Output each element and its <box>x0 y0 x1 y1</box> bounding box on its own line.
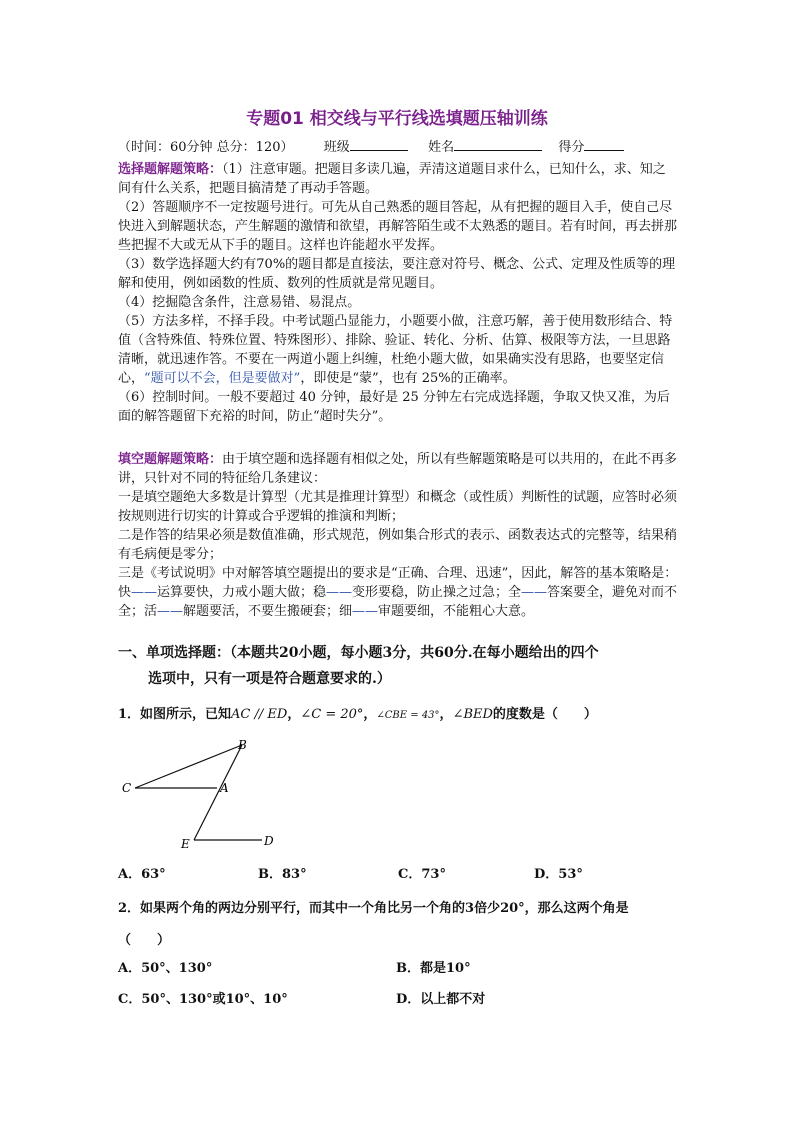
q1-figure <box>110 730 290 850</box>
choice-p5-quote: “题可以不会，但是要做对” <box>144 371 301 386</box>
fill-intro <box>118 450 678 488</box>
q1-sep-3: ， <box>439 707 453 722</box>
choice-p2: （2）答题顺序不一定按题号进行。可先从自己熟悉的题目答起，从有把握的题目入手，使自己尽快进入到解题状态，产生解题的激情和欲望，再解答陌生或不太熟悉的题目。若有时间，再去拼那些把握不大或无从下手的题目。这样也许能超水平发挥。 <box>118 200 678 253</box>
choice-p1-text: （1）注意审题。把题目多读几遍，弄清这道题目求什么，已知什么，求、知之间有什么关系，把题目搞清楚了再动手答题。 <box>118 162 666 196</box>
choice-p4: （4）挖掘隐含条件，注意易错、易混点。 <box>118 295 361 310</box>
q2-option-d[interactable]: D．以上都不对 <box>396 992 486 1007</box>
fill-intro-text: 由于填空题和选择题有相似之处，所以有些解题策略是可以共用的，在此不再多讲，只针对不同的特征给几条建议： <box>118 452 678 486</box>
q2-stem: 2．如果两个角的两边分别平行，而其中一个角比另一个角的3倍少20°，那么这两个角是 <box>118 901 629 916</box>
section-line-2: 选项中，只有一项是符合题意要求的.） <box>148 671 391 687</box>
choice-p5 <box>118 312 678 388</box>
q1-option-c[interactable]: C．73° <box>398 867 446 882</box>
choice-p6: （6）控制时间。一般不要超过 40 分钟，最好是 25 分钟左右完成选择题，争取又快又准，为后面的解答题留下充裕的时间，防止“超时失分”。 <box>118 390 670 424</box>
fill-three-e: 解题要活，不要生搬硬套；细 <box>183 604 353 619</box>
dash-1: —— <box>131 585 158 600</box>
question-1-stem <box>118 705 678 725</box>
choice-strategy <box>118 160 678 426</box>
fill-three-b: 运算要快，力戒小题大做；稳 <box>157 585 327 600</box>
class-blank[interactable] <box>350 138 408 151</box>
dash-4: —— <box>157 604 184 619</box>
name-blank[interactable] <box>454 138 542 151</box>
label-e: E <box>181 837 190 850</box>
fill-three-f: 审题要细，不能粗心大意。 <box>378 604 535 619</box>
dash-3: —— <box>521 585 548 600</box>
name-label: 姓名 <box>428 140 455 155</box>
q1-stem-end: 的度数是（ ） <box>492 707 597 722</box>
page-title: 专题01 相交线与平行线选填题压轴训练 <box>246 109 548 129</box>
q1-option-a[interactable]: A．63° <box>118 867 166 882</box>
q1-cond-parallel: AC // ED <box>231 707 288 722</box>
dash-2: —— <box>326 585 353 600</box>
choice-strategy-heading: 选择题解题策略： <box>118 162 223 177</box>
q1-sep-1: ， <box>287 707 301 722</box>
choice-p3: （3）数学选择题大约有70%的题目都是直接法，要注意对符号、概念、公式、定理及性质等的理解和使用，例如函数的性质、数列的性质就是常见题目。 <box>118 257 676 291</box>
q1-stem-start: 1．如图所示，已知 <box>118 707 232 722</box>
question-2-stem <box>118 893 678 957</box>
fill-three-c: 变形要稳，防止操之过急；全 <box>352 585 522 600</box>
choice-p1 <box>118 160 678 198</box>
q1-cond-angle-cbe: ∠CBE = 43° <box>376 710 440 721</box>
q1-cond-angle-c: ∠C = 20° <box>300 707 364 722</box>
q1-sep-2: ， <box>363 707 377 722</box>
section-heading <box>118 640 678 692</box>
section-line-1: 一、单项选择题：（本题共20小题，每小题3分，共60分.在每小题给出的四个 <box>118 645 599 661</box>
q2-option-a[interactable]: A．50°、130° <box>118 961 213 976</box>
exam-header <box>118 138 678 157</box>
dash-5: —— <box>352 604 379 619</box>
q1-cond-angle-bed: ∠BED <box>452 707 493 722</box>
time-info: （时间：60分钟 总分：120） <box>118 140 294 155</box>
fill-three <box>118 564 678 621</box>
class-label: 班级 <box>323 140 350 155</box>
fill-one: 一是填空题绝大多数是计算型（尤其是推理计算型）和概念（或性质）判断性的试题，应答时必须按规则进行切实的计算或合乎逻辑的推演和判断； <box>118 490 678 524</box>
fill-strategy <box>118 450 678 621</box>
choice-p5-tail: ，即使是“蒙”，也有 25%的正确率。 <box>300 371 516 386</box>
fill-two: 二是作答的结果必须是数值准确，形式规范，例如集合形式的表示、函数表达式的完整等，结果稍有毛病便是零分； <box>118 528 678 562</box>
label-b: B <box>238 738 247 752</box>
q1-option-d[interactable]: D．53° <box>534 867 583 882</box>
q2-option-b[interactable]: B．都是10° <box>396 961 471 976</box>
choice-p5-text: （5）方法多样，不择手段。中考试题凸显能力，小题要小做，注意巧解，善于使用数形结合、特值（含特殊值、特殊位置、特殊图形）、排除、验证、转化、分析、估算、极限等方法，一旦思路清晰，就迅速作答。不要在一两道小题上纠缠，杜绝小题大做，如果确实没有思路，也要坚定信心， <box>118 314 673 386</box>
score-blank[interactable] <box>584 138 624 151</box>
label-d: D <box>264 834 274 848</box>
fill-strategy-heading: 填空题解题策略： <box>118 452 223 467</box>
q2-paren: （ ） <box>118 933 171 948</box>
label-c: C <box>122 781 132 795</box>
score-label: 得分 <box>558 140 585 155</box>
q1-option-b[interactable]: B．83° <box>258 867 307 882</box>
fill-three-a: 三是《考试说明》中对解答填空题提出的要求是“正确、合理、迅速”，因此，解答的基本策略是：快 <box>118 566 678 600</box>
segment-be <box>194 745 242 840</box>
fill-three-d: 答案要全，避免对而不全；活 <box>118 585 678 619</box>
q2-option-c[interactable]: C．50°、130°或10°、10° <box>118 992 288 1007</box>
label-a: A <box>220 781 229 795</box>
